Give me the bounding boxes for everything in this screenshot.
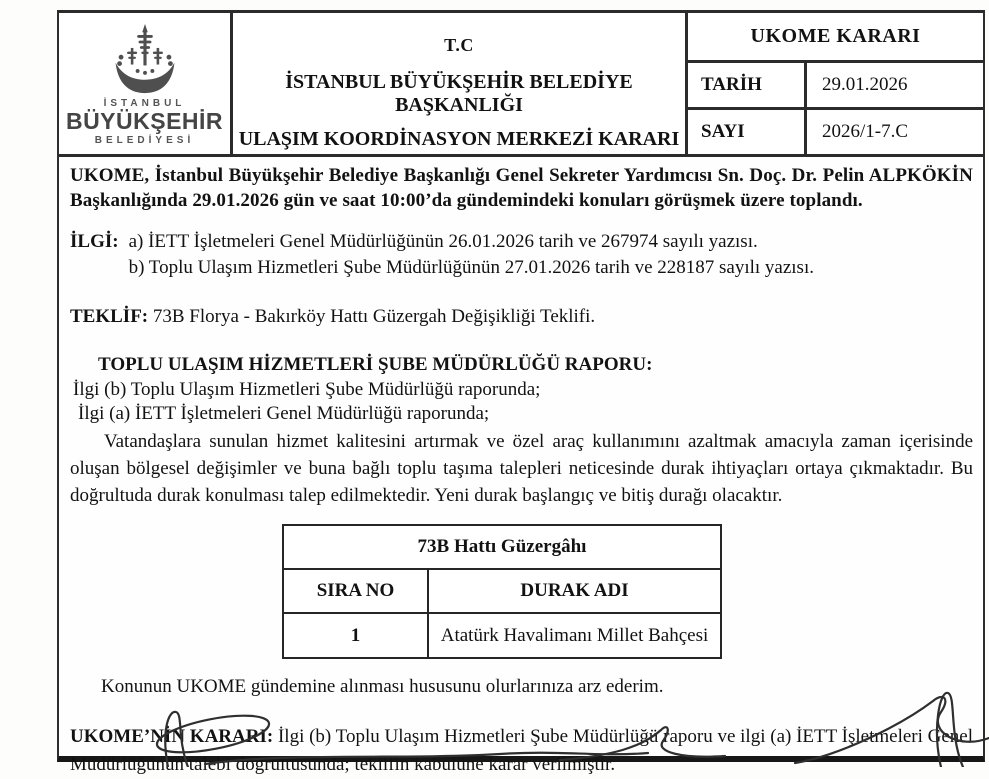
teklif-text: 73B Florya - Bakırköy Hattı Güzergah Değişikliği Teklifi. [148,306,596,327]
route-table-data-row [283,613,721,658]
ibb-logo [59,13,233,154]
document-page [57,10,985,775]
teklif-label: TEKLİF: [70,306,149,327]
route-table-title: 73B Hattı Güzergâhı [283,525,721,569]
decision-paragraph [70,723,973,779]
decision-meta-box [688,13,983,154]
report-heading: TOPLU ULAŞIM HİZMETLERİ ŞUBE MÜDÜRLÜĞÜ RAPORU: [98,354,653,375]
decision-text: İlgi (b) Toplu Ulaşım Hizmetleri Şube Müdürlüğü raporu ve ilgi (a) İETT İşletmeleri Genel Müdürlüğünün talebi doğrultusunda; teklifin kabulüne karar verilmiştir. [70,726,974,775]
submission-line: Konunun UKOME gündemine alınması hususunu olurlarınıza arz ederim. [101,676,664,697]
col-header-durak-adi: DURAK ADI [428,569,721,613]
report-paragraph: Vatandaşlara sunulan hizmet kalitesini artırmak ve özel araç kullanımını azaltmak amacıyla zaman içerisinde oluşan bölgesel değişimler ve buna bağlı toplu taşıma talepleri neticesinde durak ihtiyaçları ortaya çıkmaktadır. Bu doğrultuda durak konulması talep edilmektedir. Yeni durak başlangıç ve bitiş durağı olacaktır. [70,431,973,506]
ilgi-label: İLGİ: [70,231,119,252]
report-ref-b: İlgi (b) Toplu Ulaşım Hizmetleri Şube Müdürlüğü raporunda; [73,379,541,400]
header-authority: İSTANBUL BÜYÜKŞEHİR BELEDİYE BAŞKANLIĞI [285,71,633,116]
number-label: SAYI [688,110,807,154]
ilgi-item-a: a) İETT İşletmeleri Genel Müdürlüğünün 26.01.2026 tarih ve 267974 sayılı yazısı. [128,231,758,252]
meta-row-number [688,110,983,154]
route-table [282,524,722,659]
stop-name-cell: Atatürk Havalimanı Millet Bahçesi [428,613,721,658]
logo-text-belediyesi: BELEDİYESİ [94,135,195,146]
header-subject: ULAŞIM KOORDİNASYON MERKEZİ KARARI [238,128,680,150]
meta-row-date [688,63,983,110]
header-title-block [233,13,688,154]
ibb-emblem-icon [106,24,184,94]
stop-order-cell: 1 [283,613,428,658]
decision-box-title: UKOME KARARI [688,13,983,63]
ilgi-section [70,229,973,281]
ilgi-item-b: b) Toplu Ulaşım Hizmetleri Şube Müdürlüğünün 27.01.2026 tarih ve 228187 sayılı yazısı. [128,257,814,278]
decision-label: UKOME’NİN KARARI: [70,726,274,747]
document-body [59,157,983,779]
col-header-sira-no: SIRA NO [283,569,428,613]
logo-text-buyuksehir: BÜYÜKŞEHİR [65,108,224,134]
ilgi-items [129,229,814,281]
logo-text-istanbul: İSTANBUL [103,98,186,109]
route-table-title-row [283,525,721,569]
number-value: 2026/1-7.C [822,121,909,142]
route-table-header-row [283,569,721,613]
intro-paragraph: UKOME, İstanbul Büyükşehir Belediye Başkanlığı Genel Sekreter Yardımcısı Sn. Doç. Dr. Pelin ALPKÖKİN Başkanlığında 29.01.2026 gün ve saat 10:00’da gündemindeki konuları görüşmek üzere toplandı. [70,165,973,211]
teklif-line [70,306,973,328]
date-label: TARİH [688,63,807,107]
header-tc: T.C [444,35,474,55]
date-value: 29.01.2026 [822,74,908,95]
report-ref-a: İlgi (a) İETT İşletmeleri Genel Müdürlüğü raporunda; [78,403,490,424]
document-header [59,13,983,157]
